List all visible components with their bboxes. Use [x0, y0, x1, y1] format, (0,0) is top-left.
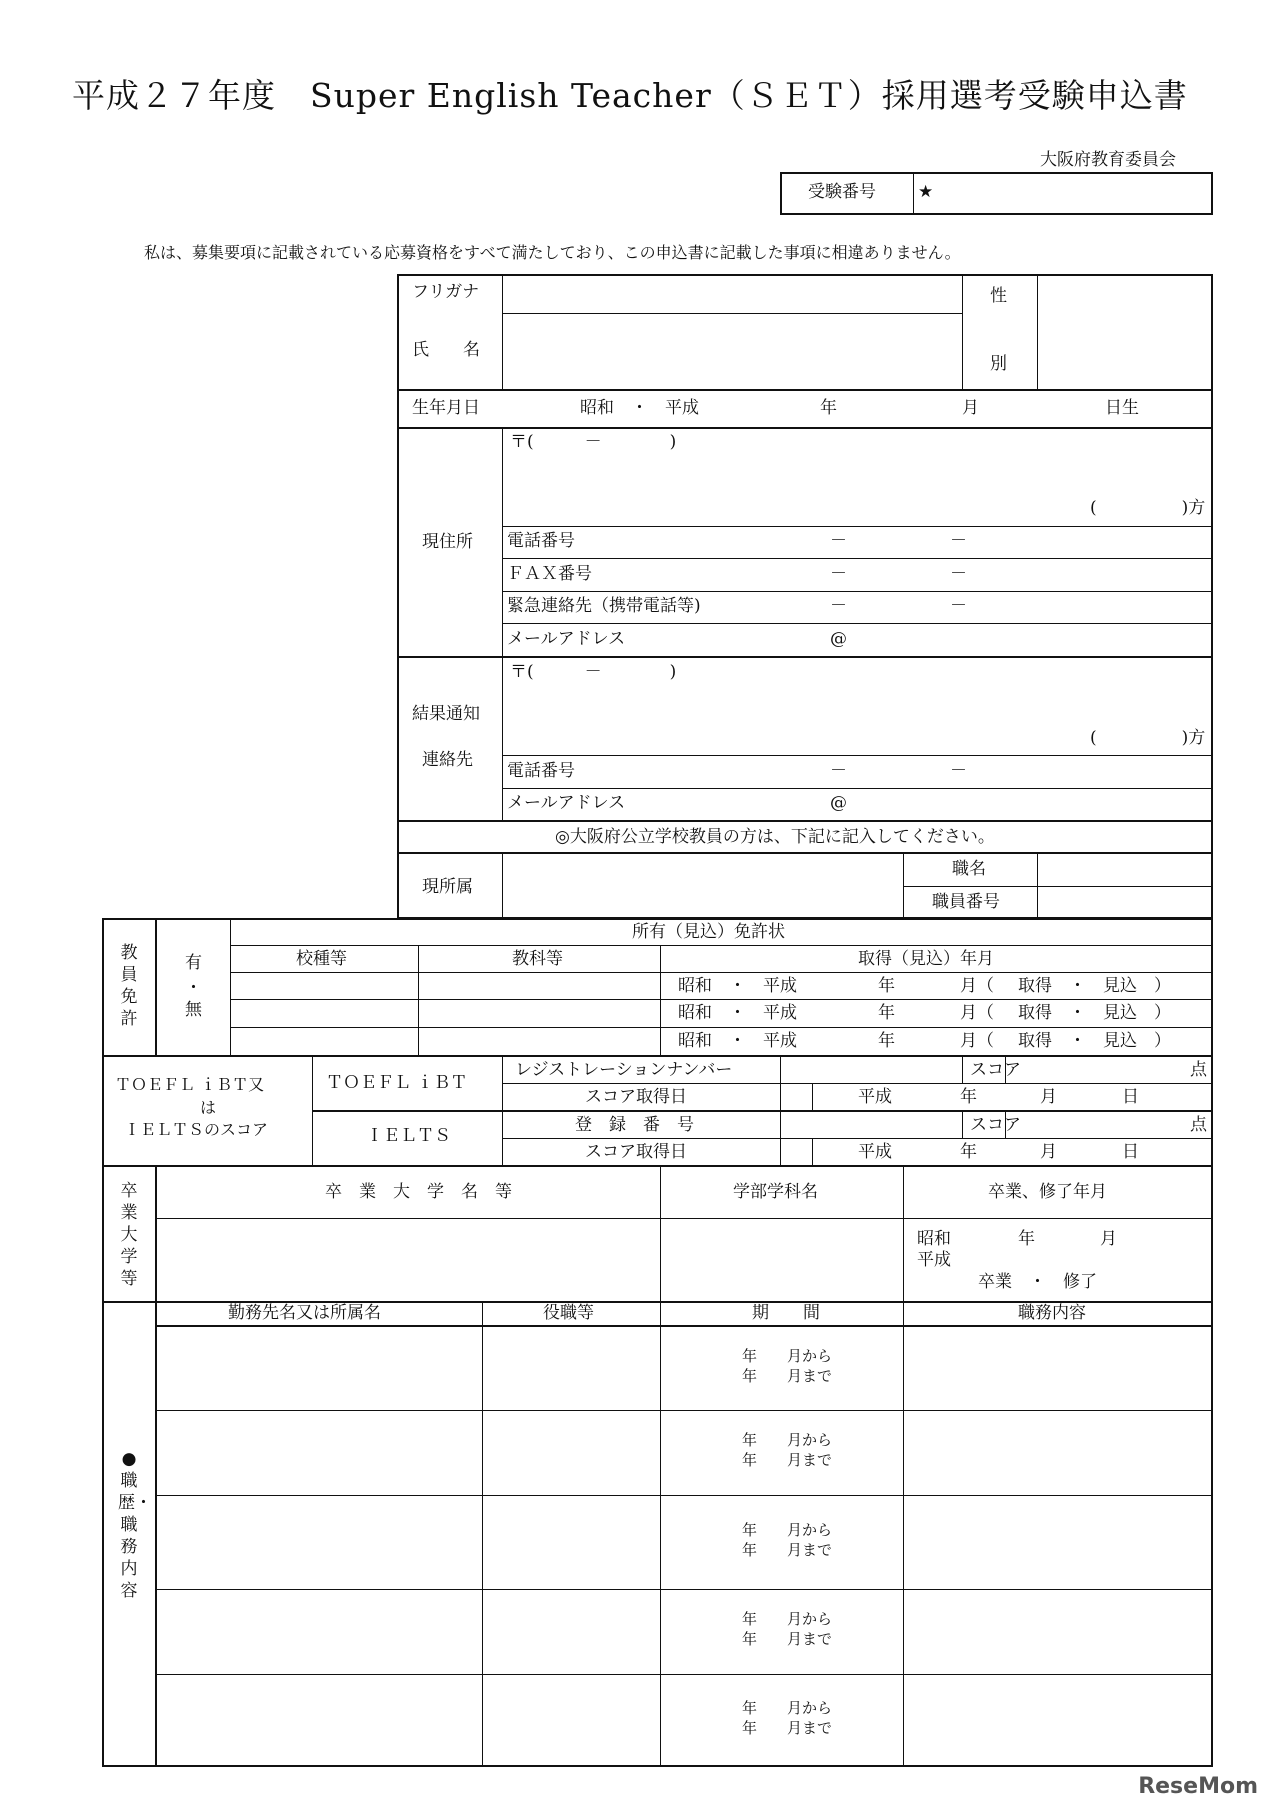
license-header: 所有（見込）免許状 — [632, 922, 785, 942]
toefl-score-label: スコア — [970, 1060, 1021, 1080]
career-period-to[interactable]: 年 月まで — [742, 1630, 833, 1648]
edu-col-school: 卒 業 大 学 名 等 — [325, 1182, 512, 1202]
ielts-day: 日 — [1122, 1142, 1139, 1162]
license-dot: ・ — [185, 978, 202, 998]
public-teacher-note: ◎大阪府公立学校教員の方は、下記に記入してください。 — [555, 827, 995, 847]
license-status: 取得 ・ 見込 ） — [1018, 976, 1171, 996]
license-year: 年 — [878, 1003, 895, 1023]
education-side-label: 卒業大学等 — [120, 1181, 138, 1289]
license-era: 昭和 ・ 平成 — [678, 976, 797, 996]
license-month: 月（ — [960, 1003, 994, 1023]
ielts-date-label: スコア取得日 — [585, 1142, 687, 1162]
license-col-school: 校種等 — [296, 949, 347, 969]
ielts-reg-label: 登 録 番 号 — [575, 1115, 694, 1135]
notice-email-at: @ — [830, 793, 847, 813]
exam-number-label: 受験番号 — [808, 182, 876, 202]
ielts-year: 年 — [960, 1142, 977, 1162]
emergency-label: 緊急連絡先（携帯電話等) — [507, 596, 701, 616]
job-title-label: 職名 — [952, 859, 986, 879]
exam-number-field[interactable]: ★ — [918, 182, 934, 202]
birth-year: 年 — [820, 398, 837, 418]
address-kata: ( )方 — [1090, 498, 1206, 518]
current-post-label: 現所属 — [422, 877, 473, 897]
career-col-duties: 職務内容 — [1018, 1303, 1086, 1323]
sex-input[interactable] — [1040, 277, 1210, 387]
ielts-points: 点 — [1190, 1115, 1207, 1135]
issuer: 大阪府教育委員会 — [1040, 150, 1176, 170]
career-col-employer: 勤務先名又は所属名 — [228, 1303, 381, 1323]
license-col-date: 取得（見込）年月 — [858, 949, 994, 969]
license-none[interactable]: 無 — [185, 1000, 202, 1020]
license-col-subject: 教科等 — [512, 949, 563, 969]
career-period-to[interactable]: 年 月まで — [742, 1367, 833, 1385]
notice-phone-dash-2: － — [950, 761, 967, 781]
edu-col-grad: 卒業、修了年月 — [988, 1182, 1107, 1202]
notice-label-1: 結果通知 — [412, 704, 480, 724]
fax-dash-2: － — [950, 564, 967, 584]
license-has[interactable]: 有 — [185, 953, 202, 973]
form-title: 平成２７年度 Super English Teacher（ＳＥＴ）採用選考受験申込書 — [72, 76, 1188, 115]
furigana-label: フリガナ — [412, 282, 480, 302]
ielts-heisei: 平成 — [858, 1142, 892, 1162]
score-side-label-1: ＴＯＥＦＬ ｉＢＴ又 — [115, 1075, 265, 1094]
toefl-date-label: スコア取得日 — [585, 1087, 687, 1107]
sex-label-top: 性 — [990, 286, 1007, 306]
notice-label-2: 連絡先 — [422, 750, 473, 770]
license-year: 年 — [878, 1031, 895, 1051]
declaration: 私は、募集要項に記載されている応募資格をすべて満たしており、この申込書に記載した事項に相違ありません。 — [144, 243, 961, 262]
fax-label: ＦＡＸ番号 — [507, 564, 592, 584]
watermark: ReseMom — [1138, 1774, 1258, 1799]
name-input[interactable] — [505, 316, 960, 388]
birth-label: 生年月日 — [412, 398, 480, 418]
edu-month: 月 — [1100, 1229, 1117, 1249]
career-period-to[interactable]: 年 月まで — [742, 1719, 833, 1737]
email-label: メールアドレス — [507, 629, 626, 649]
edu-heisei: 平成 — [917, 1250, 951, 1270]
edu-year: 年 — [1018, 1229, 1035, 1249]
license-month: 月（ — [960, 976, 994, 996]
license-month: 月（ — [960, 1031, 994, 1051]
career-period-from[interactable]: 年 月から — [742, 1431, 833, 1449]
toefl-year: 年 — [960, 1087, 977, 1107]
notice-phone-dash-1: － — [830, 761, 847, 781]
furigana-input[interactable] — [505, 277, 960, 311]
license-side-label: 教員免許 — [120, 943, 138, 1029]
staff-no-label: 職員番号 — [932, 892, 1000, 912]
phone-dash-1: － — [830, 531, 847, 551]
career-col-period: 期 間 — [752, 1303, 820, 1323]
license-year: 年 — [878, 976, 895, 996]
edu-grad-status[interactable]: 卒業 ・ 修了 — [978, 1272, 1097, 1292]
email-at: @ — [830, 629, 847, 649]
toefl-points: 点 — [1190, 1060, 1207, 1080]
notice-kata: ( )方 — [1090, 728, 1206, 748]
career-period-from[interactable]: 年 月から — [742, 1521, 833, 1539]
career-period-to[interactable]: 年 月まで — [742, 1451, 833, 1469]
phone-dash-2: － — [950, 531, 967, 551]
ielts-month: 月 — [1040, 1142, 1057, 1162]
score-side-label-3: ＩＥＬＴＳのスコア — [124, 1120, 269, 1139]
ielts-score-label: スコア — [970, 1115, 1021, 1135]
address-postal[interactable]: 〒( － ) — [510, 432, 677, 452]
toefl-day: 日 — [1122, 1087, 1139, 1107]
birth-month: 月 — [962, 398, 979, 418]
career-side-label: ●職歴・職務内容 — [118, 1449, 152, 1601]
sex-label-bottom: 別 — [990, 354, 1007, 374]
toefl-reg-label: レジストレーションナンバー — [515, 1060, 733, 1080]
notice-postal[interactable]: 〒( － ) — [510, 662, 677, 682]
toefl-month: 月 — [1040, 1087, 1057, 1107]
address-label: 現住所 — [422, 532, 473, 552]
license-status: 取得 ・ 見込 ） — [1018, 1031, 1171, 1051]
fax-dash-1: － — [830, 564, 847, 584]
emergency-dash-1: － — [830, 596, 847, 616]
career-period-to[interactable]: 年 月まで — [742, 1541, 833, 1559]
ielts-label: ＩＥＬＴＳ — [366, 1126, 451, 1146]
emergency-dash-2: － — [950, 596, 967, 616]
toefl-heisei: 平成 — [858, 1087, 892, 1107]
birth-day: 日生 — [1105, 398, 1139, 418]
toefl-label: ＴＯＥＦＬ ｉＢＴ — [326, 1073, 468, 1093]
birth-era[interactable]: 昭和 ・ 平成 — [580, 398, 699, 418]
career-period-from[interactable]: 年 月から — [742, 1699, 833, 1717]
edu-showa: 昭和 — [917, 1229, 951, 1249]
name-label: 氏 名 — [412, 340, 480, 360]
career-col-position: 役職等 — [543, 1303, 594, 1323]
career-period-from[interactable]: 年 月から — [742, 1610, 833, 1628]
edu-col-faculty: 学部学科名 — [733, 1182, 818, 1202]
license-era: 昭和 ・ 平成 — [678, 1031, 797, 1051]
notice-phone-label: 電話番号 — [507, 761, 575, 781]
score-side-label-2: は — [200, 1098, 217, 1117]
license-era: 昭和 ・ 平成 — [678, 1003, 797, 1023]
career-period-from[interactable]: 年 月から — [742, 1347, 833, 1365]
notice-email-label: メールアドレス — [507, 793, 626, 813]
license-status: 取得 ・ 見込 ） — [1018, 1003, 1171, 1023]
phone-label: 電話番号 — [507, 531, 575, 551]
